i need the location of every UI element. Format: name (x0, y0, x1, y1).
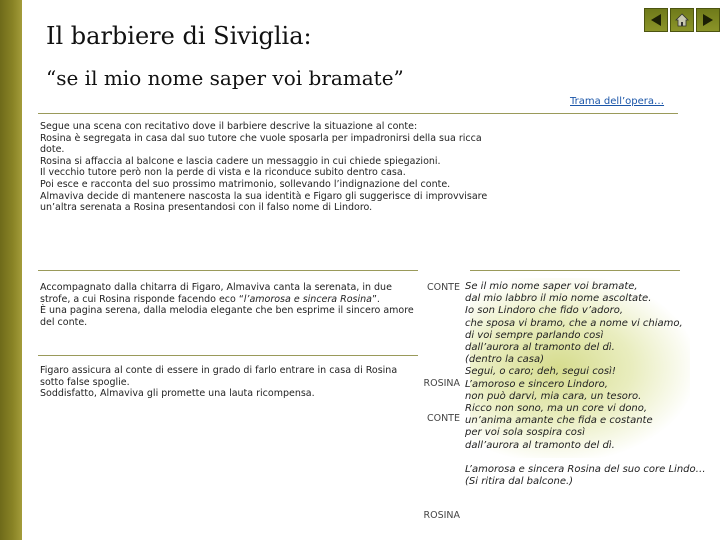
speaker-rosina: ROSINA (423, 378, 460, 389)
decorative-side-bar (0, 0, 22, 540)
libretto-line: (Si ritira dal balcone.) (465, 476, 574, 488)
libretto-line: dal mio labbro il mio nome ascoltate. (465, 293, 652, 305)
figaro-text-2: Soddisfatto, Almaviva gli promette una lauta ricompensa. (40, 388, 315, 400)
speaker-rosina-2: ROSINA (423, 510, 460, 521)
libretto-line: Segui, o caro; deh, segui così! (465, 366, 616, 378)
figaro-paragraph (40, 365, 416, 400)
libretto-line: non può darvi, mia cara, un tesoro. (465, 390, 642, 402)
libretto-line: (dentro la casa) (465, 354, 545, 366)
intro-text (40, 121, 490, 214)
forward-arrow-icon (701, 13, 715, 27)
divider-left (38, 270, 418, 271)
trama-link[interactable]: Trama dell’opera… (570, 96, 665, 107)
libretto-line: un’anima amante che fida e costante (465, 415, 653, 427)
libretto-text (465, 281, 715, 488)
libretto-line: Se il mio nome saper voi bramate, (465, 281, 638, 292)
page-subtitle: “se il mio nome saper voi bramate” (46, 66, 404, 90)
serenata-text: Accompagnato dalla chitarra di Figaro, Almaviva canta la serenata, in due strofe, a cui Rosina risponde facendo eco “l’amorosa e sincera Rosina”. (40, 282, 392, 305)
serenata-text-2: È una pagina serena, dalla melodia elegante che ben esprime il sincero amore del conte. (40, 305, 414, 328)
libretto-line: L’amoroso e sincero Lindoro, (465, 378, 608, 390)
libretto-line: Ricco non sono, ma un core vi dono, (465, 403, 648, 415)
figaro-text: Figaro assicura al conte di essere in grado di farlo entrare in casa di Rosina sotto false spoglie. (40, 365, 398, 388)
libretto-line: dall’aurora al tramonto del dì. (465, 342, 615, 354)
libretto-line: dall’aurora al tramonto del dì. (465, 439, 615, 451)
navigation-buttons (644, 8, 720, 32)
back-arrow-icon (649, 13, 663, 27)
home-icon (675, 13, 689, 27)
libretto-line: per voi sola sospira così (465, 427, 585, 439)
serenata-paragraph (40, 282, 416, 328)
rosina-quote: l’amorosa e sincera Rosina (243, 293, 372, 305)
libretto-line: di voi sempre parlando così (465, 329, 604, 341)
intro-line: Rosina si affaccia al balcone e lascia cadere un messaggio in cui chiede spiegazioni. (40, 155, 441, 167)
home-button[interactable] (670, 8, 694, 32)
libretto-line: Io son Lindoro che fido v’adoro, (465, 305, 624, 317)
intro-line: Rosina è segregata in casa dal suo tutore che vuole sposarla per impadronirsi della sua ricca dote. (40, 132, 482, 156)
divider-right (470, 270, 680, 271)
libretto-line: che sposa vi bramo, che a nome vi chiamo, (465, 317, 683, 329)
intro-line: Il vecchio tutore però non la perde di vista e la riconduce subito dentro casa. (40, 167, 406, 179)
speaker-conte-2: CONTE (426, 413, 460, 424)
intro-line: Almaviva decide di mantenere nascosta la sua identità e Figaro gli suggerisce di improvvisare un’altra serenata a Rosina presentandosi con il falso nome di Lindoro. (40, 190, 488, 214)
libretto-line: L’amorosa e sincera Rosina del suo core Lindo… (465, 463, 706, 475)
back-button[interactable] (644, 8, 668, 32)
intro-line: Segue una scena con recitativo dove il barbiere descrive la situazione al conte: (40, 121, 418, 132)
page-title: Il barbiere di Siviglia: (46, 22, 312, 50)
divider-top (38, 113, 678, 114)
speaker-conte: CONTE (426, 282, 460, 293)
divider-left-2 (38, 355, 418, 356)
forward-button[interactable] (696, 8, 720, 32)
intro-line: Poi esce e racconta del suo prossimo matrimonio, sollevando l’indignazione del conte. (40, 178, 451, 190)
